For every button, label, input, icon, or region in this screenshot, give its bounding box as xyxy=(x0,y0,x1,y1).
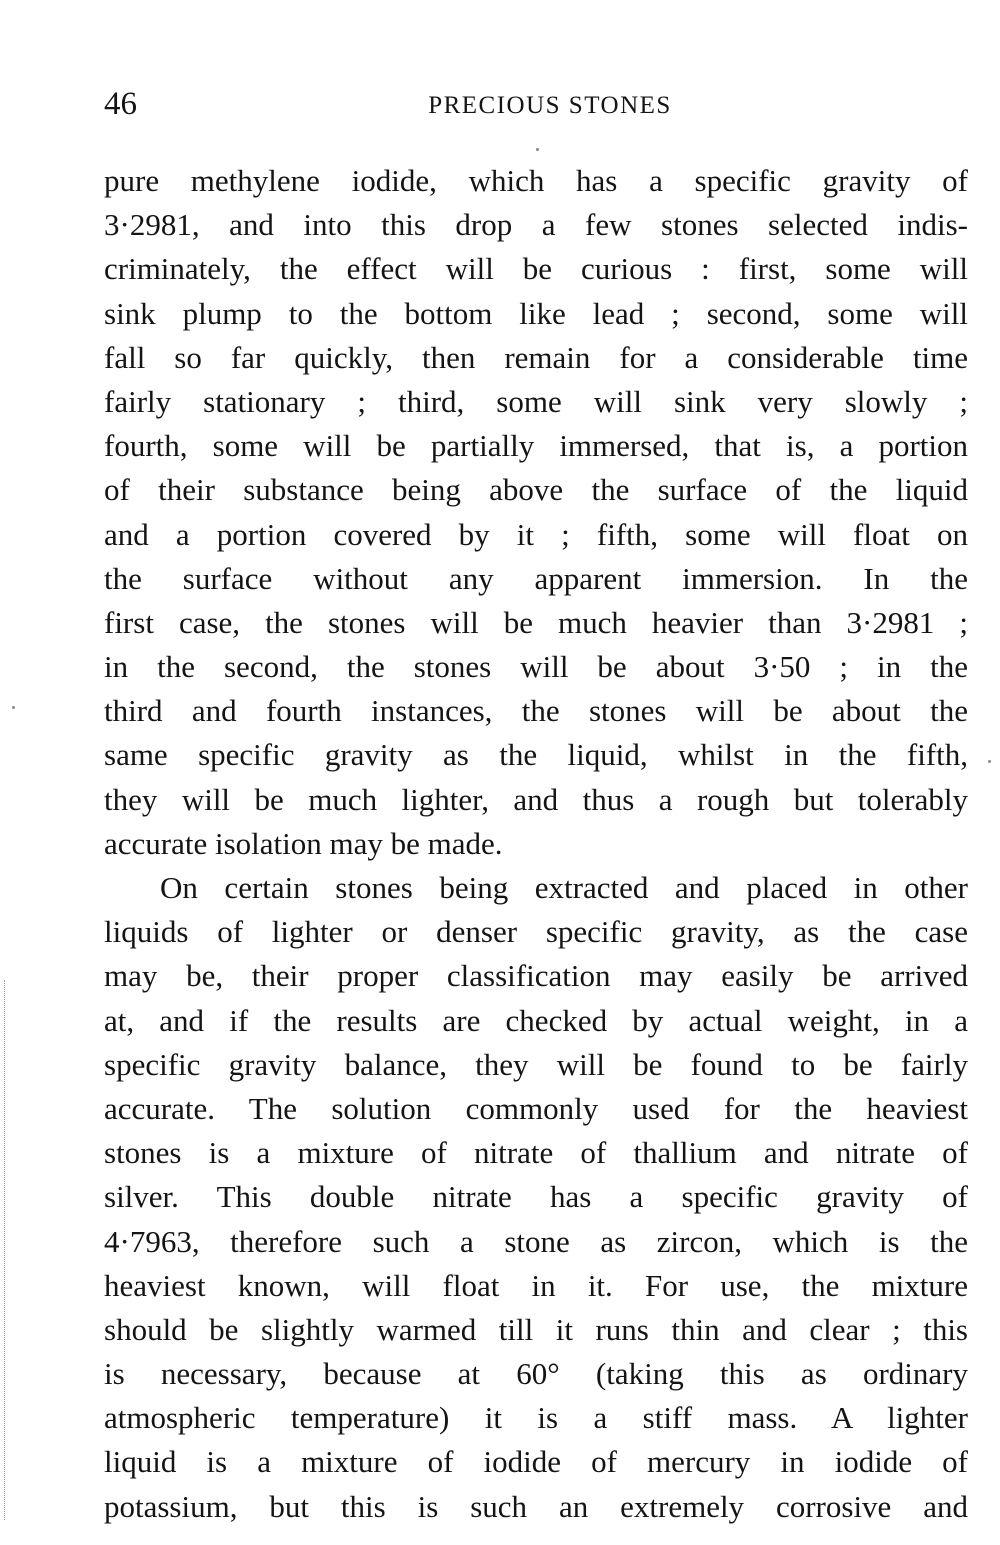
running-title: PRECIOUS STONES xyxy=(428,92,672,119)
text-line: atmospheric temperature) it is a stiff mass. A lighter xyxy=(104,1400,968,1436)
text-line: heaviest known, will float in it. For use, the mixture xyxy=(104,1267,968,1303)
text-line: sink plump to the bottom like lead ; second, some will xyxy=(104,295,968,331)
text-line: liquid is a mixture of iodide of mercury in iodide of xyxy=(104,1444,968,1480)
text-line: is necessary, because at 60° (taking this as ordinary xyxy=(104,1356,968,1392)
paragraph-1 xyxy=(104,159,968,866)
text-line: fourth, some will be partially immersed, that is, a portion xyxy=(104,428,968,464)
text-line: fairly stationary ; third, some will sink very slowly ; xyxy=(104,383,968,419)
text-line: of their substance being above the surface of the liquid xyxy=(104,472,968,508)
text-line: liquids of lighter or denser specific gravity, as the case xyxy=(104,914,968,950)
text-line: first case, the stones will be much heavier than 3·2981 ; xyxy=(104,604,968,640)
text-line: pure methylene iodide, which has a specific gravity of xyxy=(104,163,968,198)
page-number: 46 xyxy=(104,86,137,122)
text-line: they will be much lighter, and thus a rough but tolerably xyxy=(104,781,968,817)
scan-edge-dots xyxy=(4,980,6,1520)
text-line: silver. This double nitrate has a specific gravity of xyxy=(104,1179,968,1215)
text-line: should be slightly warmed till it runs thin and clear ; this xyxy=(104,1311,968,1347)
text-line: potassium, but this is such an extremely corrosive and xyxy=(104,1488,968,1524)
body-text xyxy=(104,159,968,1529)
text-line: accurate isolation may be made. xyxy=(104,825,503,861)
text-line: 3·2981, and into this drop a few stones selected indis- xyxy=(104,207,968,243)
text-line: 4·7963, therefore such a stone as zircon, which is the xyxy=(104,1223,968,1259)
print-speck xyxy=(536,148,539,151)
text-line: fall so far quickly, then remain for a considerable time xyxy=(104,339,968,375)
paragraph-2 xyxy=(104,866,968,1529)
text-line: same specific gravity as the liquid, whilst in the fifth, xyxy=(104,737,968,773)
print-speck xyxy=(988,760,991,763)
page-header xyxy=(104,82,966,126)
text-line: accurate. The solution commonly used for the heaviest xyxy=(104,1090,968,1126)
print-speck xyxy=(12,706,15,709)
text-line: at, and if the results are checked by actual weight, in a xyxy=(104,1002,968,1038)
text-line: criminately, the effect will be curious : first, some will xyxy=(104,251,968,287)
text-line: specific gravity balance, they will be found to be fairly xyxy=(104,1046,968,1082)
text-line: the surface without any apparent immersion. In the xyxy=(104,560,968,596)
text-line: On certain stones being extracted and placed in other xyxy=(160,870,968,905)
text-line: third and fourth instances, the stones will be about the xyxy=(104,693,968,729)
text-line: in the second, the stones will be about 3·50 ; in the xyxy=(104,649,968,685)
text-line: may be, their proper classification may easily be arrived xyxy=(104,958,968,994)
text-line: stones is a mixture of nitrate of thallium and nitrate of xyxy=(104,1135,968,1171)
text-line: and a portion covered by it ; fifth, some will float on xyxy=(104,516,968,552)
